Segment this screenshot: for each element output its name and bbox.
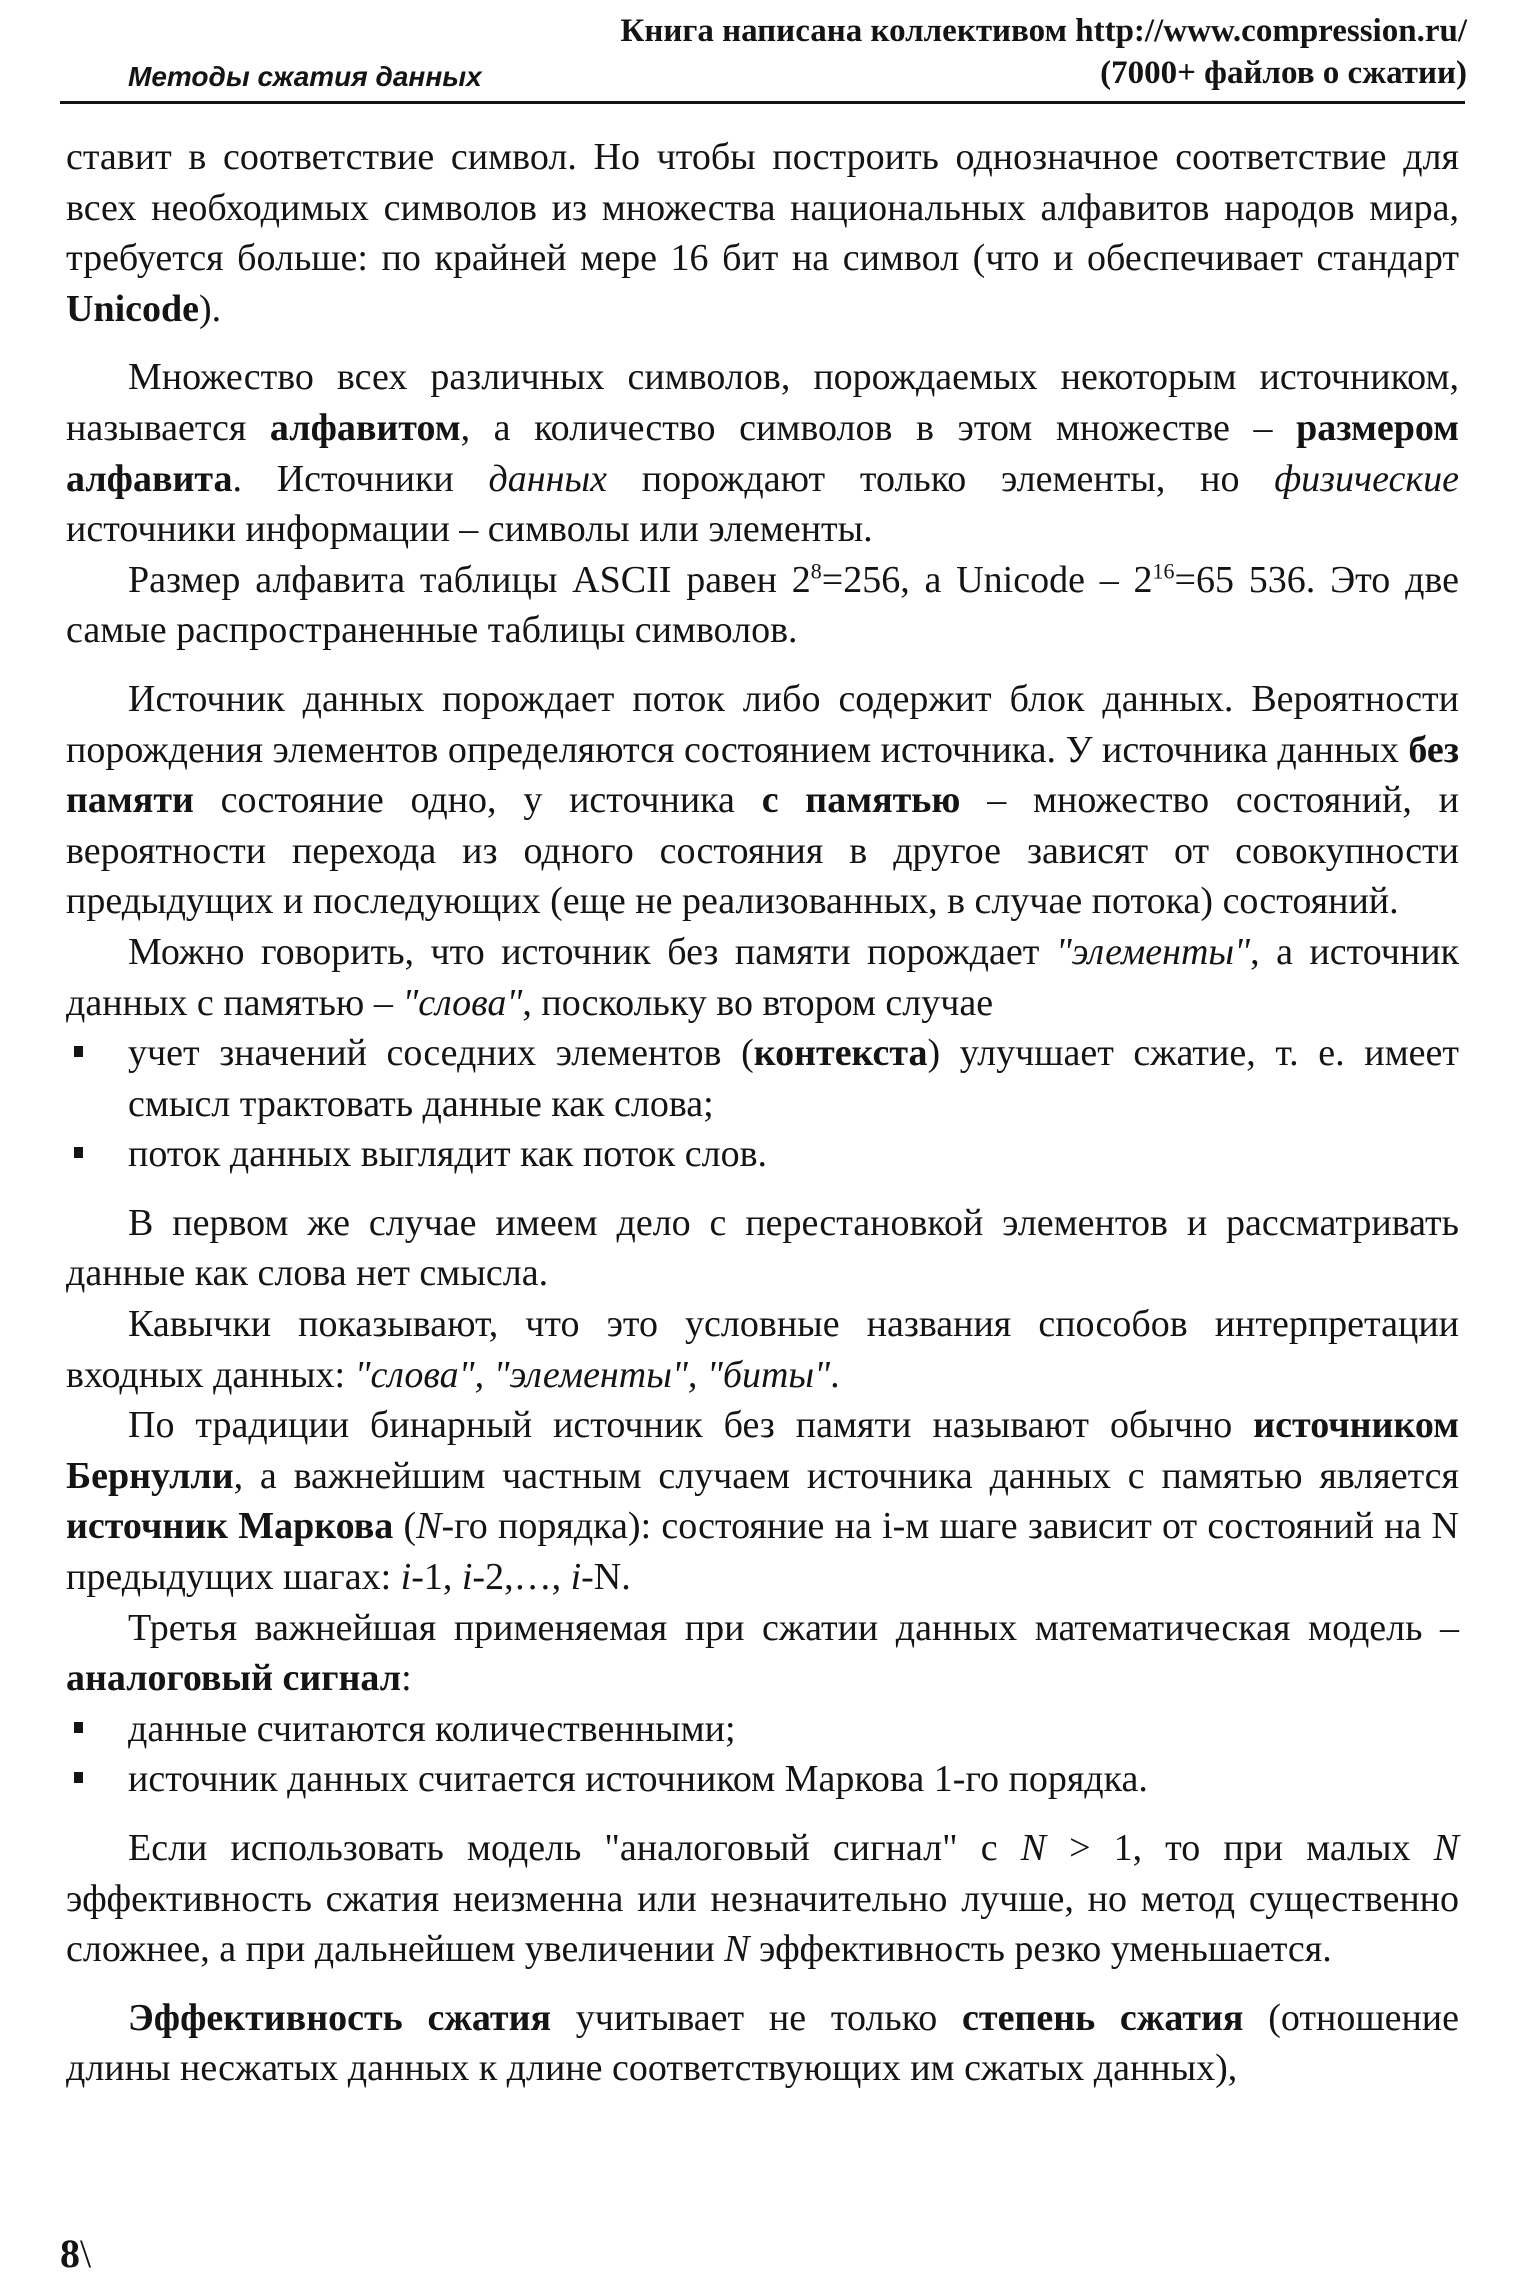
- text-run: источник данных считается источником Маркова 1-го порядка.: [128, 1758, 1148, 1801]
- page-corner-mark: \: [80, 2231, 92, 2276]
- text-run: :: [401, 1657, 412, 1700]
- paragraph: [66, 555, 1459, 656]
- page-header-source: [467, 10, 1467, 94]
- term-bold: аналоговый сигнал: [66, 1657, 402, 1700]
- text-run: Можно говорить, что источник без памяти порождает: [128, 930, 1056, 973]
- text-run: эффективность сжатия неизменна или незначительно лучше, но метод существенно сложнее, а при дальнейшем увеличении: [66, 1877, 1459, 1971]
- paragraph: [66, 1993, 1459, 2094]
- term-italic: "слова", "элементы", "биты": [354, 1353, 831, 1396]
- term-bold: размером алфавита: [66, 406, 1459, 500]
- text-run: учитывает не только: [551, 1996, 963, 2039]
- paragraph: [66, 352, 1459, 554]
- term-bold: источник Маркова: [66, 1505, 394, 1548]
- header-files-line: (7000+ файлов о сжатии): [1100, 55, 1467, 91]
- text-run: Кавычки показывают, что это условные названия способов интерпретации входных данных:: [66, 1303, 1459, 1396]
- text-run: Размер алфавита таблицы ASCII равен 2: [128, 558, 811, 601]
- text-run: По традиции бинарный источник без памяти называют обычно: [128, 1404, 1254, 1447]
- text-run: -2,…,: [472, 1556, 571, 1599]
- term-italic: N: [724, 1928, 750, 1971]
- paragraph: [66, 1603, 1459, 1704]
- term-bold: без памяти: [66, 728, 1459, 822]
- text-run: Если использовать модель "аналоговый сигнал" с: [128, 1827, 1021, 1869]
- list-item: [66, 1754, 1459, 1805]
- text-run: Третья важнейшая применяемая при сжатии данных математическая модель –: [128, 1606, 1459, 1649]
- term-italic: "слова": [402, 981, 523, 1024]
- bullet-icon: [74, 1772, 83, 1783]
- list-item: [66, 1028, 1459, 1129]
- text-run: , поскольку во втором случае: [522, 981, 994, 1024]
- term-italic: N: [1433, 1827, 1459, 1869]
- bullet-icon: [74, 1722, 83, 1733]
- text-run: ).: [199, 287, 222, 330]
- paragraph: [66, 674, 1459, 927]
- text-run: , а источник данных с памятью –: [66, 930, 1459, 1024]
- text-run: данные считаются количественными;: [128, 1707, 736, 1750]
- term-italic: i: [570, 1556, 582, 1599]
- text-run: Источник данных порождает поток либо содержит блок данных. Вероятности порождения элементов определяются состоянием источника. У источника данных: [66, 677, 1459, 771]
- term-italic: данных: [488, 457, 608, 500]
- page-number-value: 8: [60, 2231, 80, 2276]
- bullet-icon: [74, 1046, 83, 1057]
- text-run: (отношение длины несжатых данных к длине соответствующих им сжатых данных),: [66, 1996, 1459, 2090]
- term-bold: степень сжатия: [962, 1996, 1244, 2039]
- term-bold: с памятью: [761, 779, 961, 822]
- text-run: .: [830, 1353, 840, 1396]
- exponent: 16: [1152, 558, 1175, 584]
- term-bold: Unicode: [66, 287, 199, 330]
- term-bold: алфавитом: [269, 406, 461, 449]
- text-run: -N.: [581, 1556, 631, 1599]
- exponent: 8: [810, 558, 822, 584]
- text-run: порождают только элементы, но: [607, 457, 1275, 500]
- header-site-line: Книга написана коллективом http://www.compression.ru/: [620, 13, 1467, 49]
- bullet-list: [66, 1028, 1459, 1180]
- term-italic: N: [1020, 1827, 1046, 1869]
- paragraph: [66, 132, 1459, 334]
- page-number: [60, 2230, 91, 2278]
- text-run: , а количество символов в этом множестве –: [460, 406, 1297, 449]
- bullet-icon: [74, 1147, 83, 1158]
- text-run: источники информации – символы или элементы.: [66, 508, 873, 551]
- text-run: (: [393, 1505, 417, 1548]
- text-run: > 1, то при малых: [1046, 1827, 1434, 1869]
- text-run: учет значений соседних элементов (: [128, 1032, 754, 1075]
- text-run: эффективность резко уменьшается.: [749, 1928, 1332, 1971]
- text-run: ) улучшает сжатие, т. е. имеет смысл трактовать данные как слова;: [128, 1032, 1459, 1125]
- paragraph: [66, 1823, 1459, 1975]
- text-run: ставит в соответствие символ. Но чтобы построить однозначное соответствие для всех необходимых символов из множества национальных алфавитов народов мира, требуется больше: по крайней мере 16 бит на символ (что и обеспечивает стандарт: [66, 136, 1459, 280]
- bullet-list: [66, 1704, 1459, 1805]
- text-run: =65 536. Это две самые распространенные таблицы символов.: [66, 558, 1460, 652]
- paragraph: [66, 1299, 1459, 1400]
- term-bold: Эффективность сжатия: [128, 1996, 552, 2039]
- list-item: [66, 1704, 1459, 1755]
- paragraph: В первом же случае имеем дело с перестановкой элементов и рассматривать данные как слова нет смысла.: [66, 1201, 1459, 1295]
- term-italic: "элементы": [1055, 930, 1251, 973]
- text-run: -го порядка): состояние на i-м шаге зависит от состояний на N предыдущих шагах:: [66, 1505, 1459, 1599]
- text-run: Множество всех различных символов, порождаемых некоторым источником, называется: [66, 356, 1459, 449]
- text-run: . Источники: [232, 457, 489, 500]
- paragraph: [66, 927, 1459, 1028]
- term-italic: i: [400, 1556, 412, 1599]
- list-item: [66, 1129, 1459, 1180]
- term-italic: физические: [1274, 457, 1459, 500]
- term-italic: i: [461, 1556, 473, 1599]
- term-italic: N: [416, 1505, 442, 1548]
- term-bold: источником Бернулли: [66, 1404, 1459, 1497]
- header-rule: [60, 101, 1465, 104]
- running-head-section-title: Методы сжатия данных: [128, 61, 482, 92]
- text-run: поток данных выглядит как поток слов.: [128, 1133, 768, 1176]
- text-run: – множество состояний, и вероятности перехода из одного состояния в другое зависят от совокупности предыдущих и последующих (еще не реализованных, в случае потока) состояний.: [66, 779, 1460, 923]
- text-run: , а важнейшим частным случаем источника данных с памятью является: [233, 1454, 1459, 1497]
- page-body: [66, 132, 1459, 2094]
- text-run: состояние одно, у источника: [193, 779, 762, 822]
- term-bold: контекста: [753, 1032, 928, 1075]
- text-run: =256, а Unicode – 2: [821, 558, 1153, 601]
- paragraph: [66, 1400, 1459, 1602]
- text-run: -1,: [411, 1556, 462, 1599]
